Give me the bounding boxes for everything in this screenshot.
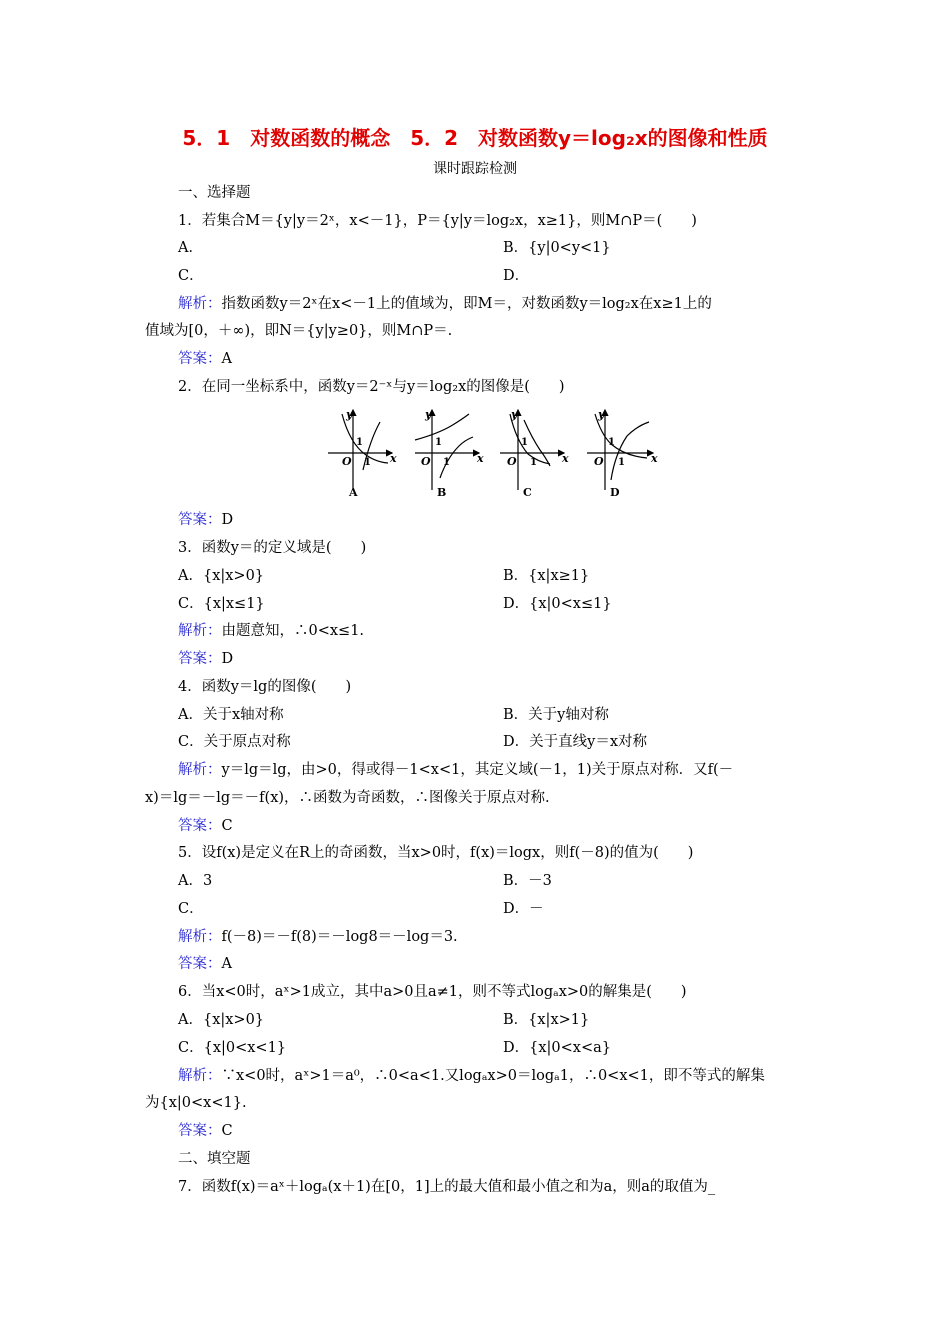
q4-analysis-text-2: x)＝lg＝－lg＝－f(x)，∴函数为奇函数，∴图像关于原点对称. <box>145 790 550 806</box>
answer-label: 答案： <box>178 818 222 834</box>
graph-d-x-label: x <box>651 452 658 465</box>
q5-answer-value: A <box>221 956 232 972</box>
analysis-label: 解析： <box>178 929 222 945</box>
q6-answer <box>178 1121 233 1141</box>
graph-a-x-label: x <box>390 452 397 465</box>
graph-d-origin: O <box>594 455 604 468</box>
analysis-label: 解析： <box>178 762 222 778</box>
graph-a-y-one: 1 <box>356 437 363 448</box>
graph-d-x-one: 1 <box>618 457 625 468</box>
question-7-stem: 7．函数f(x)＝aˣ＋logₐ(x＋1)在[0，1]上的最大值和最小值之和为a，则a的取值为_ <box>178 1179 716 1195</box>
answer-label: 答案： <box>178 1123 222 1139</box>
q3-option-b: B．{x|x≥1} <box>503 568 590 584</box>
graph-d <box>587 408 658 499</box>
graph-a-origin: O <box>342 455 352 468</box>
graph-c-caption: C <box>523 486 532 499</box>
q3-analysis-text-1: 由题意知，∴0<x≤1. <box>221 623 365 639</box>
q2-graph-options <box>320 400 670 505</box>
graph-d-y-one: 1 <box>608 437 615 448</box>
graph-a-y-label: y <box>346 408 353 421</box>
q4-option-c: C．关于原点对称 <box>178 734 291 750</box>
q5-analysis <box>178 927 458 947</box>
section-heading-fill: 二、填空题 <box>178 1151 251 1167</box>
q3-answer <box>178 649 233 669</box>
section-heading-choice: 一、选择题 <box>178 185 251 201</box>
graph-c-origin: O <box>507 455 517 468</box>
graph-c-y-one: 1 <box>521 437 528 448</box>
q6-option-a: A．{x|x>0} <box>178 1012 265 1028</box>
question-2-stem: 2．在同一坐标系中，函数y＝2⁻ˣ与y＝log₂x的图像是( ) <box>178 379 565 395</box>
answer-label: 答案： <box>178 351 222 367</box>
graph-c-y-label: y <box>511 408 518 421</box>
q5-analysis-text-1: f(－8)＝－f(8)＝－log8＝－log＝3. <box>221 929 458 945</box>
q1-option-a: A． <box>178 240 203 256</box>
q3-answer-value: D <box>221 651 234 667</box>
q6-option-c: C．{x|0<x<1} <box>178 1040 287 1056</box>
q6-analysis-text-1: ∵x<0时，aˣ>1＝a⁰，∴0<a<1.又logₐx>0＝logₐ1，∴0<x<1，即不等式的解集 <box>221 1068 765 1084</box>
q1-option-d: D． <box>503 268 530 284</box>
graph-b-y-one: 1 <box>435 437 442 448</box>
q6-option-b: B．{x|x>1} <box>503 1012 590 1028</box>
q5-option-a: A．3 <box>178 873 213 889</box>
q3-option-c: C．{x|x≤1} <box>178 596 265 612</box>
q1-option-c: C． <box>178 268 204 284</box>
q1-analysis-text-2: 值域为[0，＋∞)，即N＝{y|y≥0}，则M∩P＝. <box>145 323 453 339</box>
graph-b-caption: B <box>437 486 447 499</box>
graph-d-y-label: y <box>598 408 605 421</box>
question-4-stem: 4．函数y＝lg的图像( ) <box>178 679 352 695</box>
q1-answer <box>178 349 232 369</box>
question-5-stem: 5．设f(x)是定义在R上的奇函数，当x>0时，f(x)＝logx，则f(－8)的值为( ) <box>178 845 694 861</box>
question-1-stem: 1．若集合M＝{y|y＝2ˣ，x<－1}，P＝{y|y＝log₂x，x≥1}，则M∩P＝( ) <box>178 213 697 229</box>
graph-a <box>328 408 397 499</box>
q5-option-c: C． <box>178 901 204 917</box>
q1-answer-value: A <box>221 351 232 367</box>
q1-option-b: B．{y|0<y<1} <box>503 240 611 256</box>
q4-option-a: A．关于x轴对称 <box>178 707 284 723</box>
graph-d-caption: D <box>610 486 620 499</box>
q6-option-d: D．{x|0<x<a} <box>503 1040 611 1056</box>
q2-answer <box>178 510 233 530</box>
graph-b-y-label: y <box>425 408 432 421</box>
q4-answer <box>178 816 233 836</box>
answer-label: 答案： <box>178 651 222 667</box>
q3-analysis <box>178 621 364 641</box>
graph-c-x-label: x <box>562 452 569 465</box>
question-3-stem: 3．函数y＝的定义域是( ) <box>178 540 367 556</box>
graph-a-caption: A <box>349 486 358 499</box>
q6-analysis-text-2: 为{x|0<x<1}. <box>145 1095 247 1111</box>
graph-a-x-one: 1 <box>364 457 371 468</box>
graph-c-x-one: 1 <box>530 457 537 468</box>
q4-analysis-text-1: y＝lg＝lg，由>0，得或得－1<x<1，其定义域(－1，1)关于原点对称．又f(－ <box>221 762 734 778</box>
graph-c <box>500 408 569 499</box>
q4-analysis <box>178 760 733 780</box>
graph-b-x-label: x <box>477 452 484 465</box>
q2-answer-value: D <box>221 512 234 528</box>
q5-option-b: B．－3 <box>503 873 552 889</box>
analysis-label: 解析： <box>178 1068 222 1084</box>
q5-option-d: D．－ <box>503 901 544 917</box>
q4-option-b: B．关于y轴对称 <box>503 707 609 723</box>
q6-analysis <box>178 1066 765 1086</box>
analysis-label: 解析： <box>178 623 222 639</box>
q4-option-d: D．关于直线y＝x对称 <box>503 734 647 750</box>
q5-answer <box>178 954 232 974</box>
page-subtitle: 课时跟踪检测 <box>433 161 517 177</box>
q3-option-a: A．{x|x>0} <box>178 568 265 584</box>
q1-analysis <box>178 294 712 314</box>
analysis-label: 解析： <box>178 296 222 312</box>
page-title: 5．1 对数函数的概念 5．2 对数函数y＝log₂x的图像和性质 <box>182 126 768 150</box>
q4-answer-value: C <box>221 818 233 834</box>
graph-b-origin: O <box>421 455 431 468</box>
graph-b-x-one: 1 <box>443 457 450 468</box>
q1-analysis-text-1: 指数函数y＝2ˣ在x<－1上的值域为，即M＝，对数函数y＝log₂x在x≥1上的 <box>221 296 712 312</box>
graph-b <box>415 408 484 499</box>
q6-answer-value: C <box>221 1123 233 1139</box>
answer-label: 答案： <box>178 956 222 972</box>
q3-option-d: D．{x|0<x≤1} <box>503 596 612 612</box>
answer-label: 答案： <box>178 512 222 528</box>
question-6-stem: 6．当x<0时，aˣ>1成立，其中a>0且a≠1，则不等式logₐx>0的解集是( ) <box>178 984 687 1000</box>
